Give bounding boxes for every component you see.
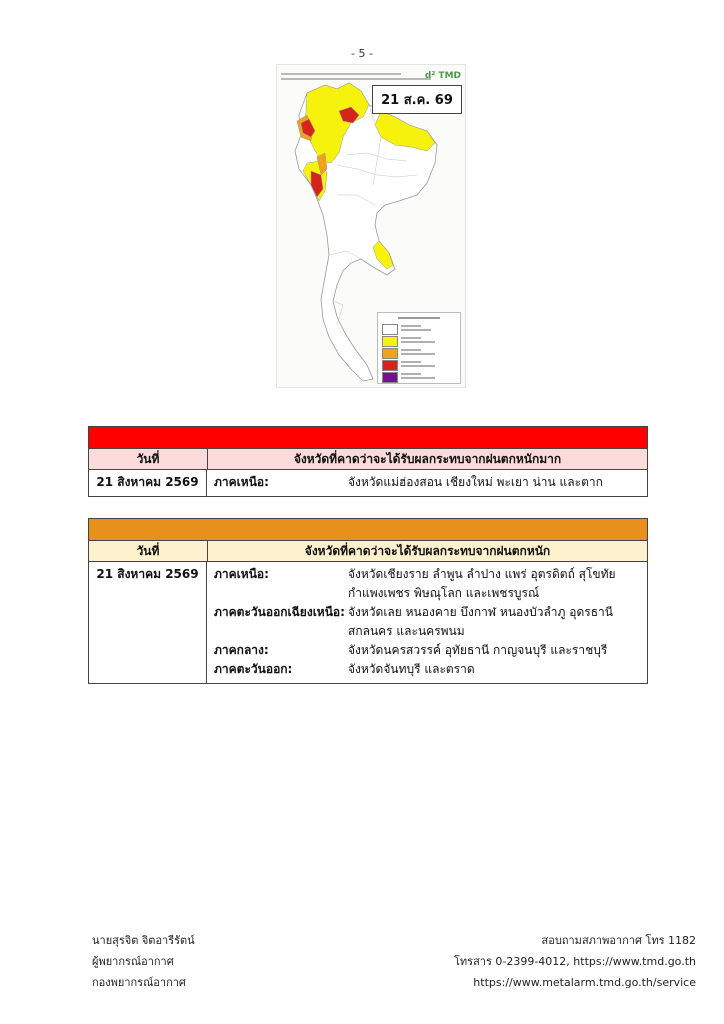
region-north xyxy=(214,473,647,492)
forecaster-name: นายสุรจิต จิตอารีรัตน์ xyxy=(92,934,195,947)
table-row xyxy=(89,562,647,683)
region-north xyxy=(214,565,647,603)
legend-swatch-orange xyxy=(382,348,398,359)
legend-swatch-red xyxy=(382,360,398,371)
forecaster-title: ผู้พยากรณ์อากาศ xyxy=(92,955,174,968)
province-list-line: จังหวัดเชียงราย ลำพูน ลำปาง แพร่ อุตรดิตถ์ สุโขทัย xyxy=(348,567,616,581)
heavy-rain-table xyxy=(88,518,648,684)
very-heavy-rain-table xyxy=(88,426,648,497)
legend-swatch-yellow xyxy=(382,336,398,347)
provinces-column-header: จังหวัดที่คาดว่าจะได้รับผลกระทบจากฝนตกหนักมาก xyxy=(293,451,562,466)
row-provinces xyxy=(207,470,647,496)
very-heavy-rain-header xyxy=(89,449,647,470)
region-east xyxy=(214,660,647,679)
region-name: ภาคตะวันออก: xyxy=(214,662,293,676)
contact-service-link[interactable]: https://www.metalarm.tmd.go.th/service xyxy=(473,976,696,989)
legend-swatch-white xyxy=(382,324,398,335)
region-name: ภาคกลาง: xyxy=(214,643,269,657)
region-name: ภาคตะวันออกเฉียงเหนือ: xyxy=(214,605,345,619)
region-central xyxy=(214,641,647,660)
region-northeast xyxy=(214,603,647,641)
contact-phone: สอบถามสภาพอากาศ โทร 1182 xyxy=(541,934,696,947)
map-legend xyxy=(377,312,461,384)
legend-item-orange xyxy=(382,347,456,359)
page-number: - 5 - xyxy=(351,47,373,60)
heavy-rain-color-bar xyxy=(89,519,647,541)
contact-fax-website[interactable]: โทรสาร 0-2399-4012, https://www.tmd.go.th xyxy=(454,955,696,968)
province-list-line: จังหวัดจันทบุรี และตราด xyxy=(348,662,475,676)
legend-item-yellow xyxy=(382,335,456,347)
heavy-rain-header xyxy=(89,541,647,562)
footer-forecaster xyxy=(92,930,195,993)
province-list-line: จังหวัดเลย หนองคาย บึงกาฬ หนองบัวลำภู อุดรธานี xyxy=(348,605,613,619)
legend-item-none xyxy=(382,323,456,335)
row-provinces xyxy=(207,562,647,683)
province-list-line: กำแพงเพชร พิษณุโลก และเพชรบูรณ์ xyxy=(348,586,540,600)
legend-item-purple xyxy=(382,371,456,383)
date-column-header: วันที่ xyxy=(89,449,208,469)
tmd-logo-icon: d² TMD xyxy=(424,71,461,81)
province-list-line: จังหวัดแม่ฮ่องสอน เชียงใหม่ พะเยา น่าน และตาก xyxy=(348,475,603,489)
row-date: 21 สิงหาคม 2569 xyxy=(89,562,207,683)
region-name: ภาคเหนือ: xyxy=(214,475,269,489)
row-date: 21 สิงหาคม 2569 xyxy=(89,470,207,496)
footer-contact xyxy=(454,930,696,993)
province-list-line: สกลนคร และนครพนม xyxy=(348,624,465,638)
table-row xyxy=(89,470,647,496)
map-date-badge: 21 ส.ค. 69 xyxy=(372,85,462,114)
provinces-column-header: จังหวัดที่คาดว่าจะได้รับผลกระทบจากฝนตกหนัก xyxy=(304,543,551,558)
province-list-line: จังหวัดนครสวรรค์ อุทัยธานี กาญจนบุรี และราชบุรี xyxy=(348,643,608,657)
date-column-header: วันที่ xyxy=(89,541,208,561)
forecaster-division: กองพยากรณ์อากาศ xyxy=(92,976,186,989)
legend-item-red xyxy=(382,359,456,371)
region-name: ภาคเหนือ: xyxy=(214,567,269,581)
rainfall-forecast-map xyxy=(276,64,466,388)
legend-swatch-purple xyxy=(382,372,398,383)
legend-title xyxy=(398,317,440,319)
very-heavy-rain-color-bar xyxy=(89,427,647,449)
